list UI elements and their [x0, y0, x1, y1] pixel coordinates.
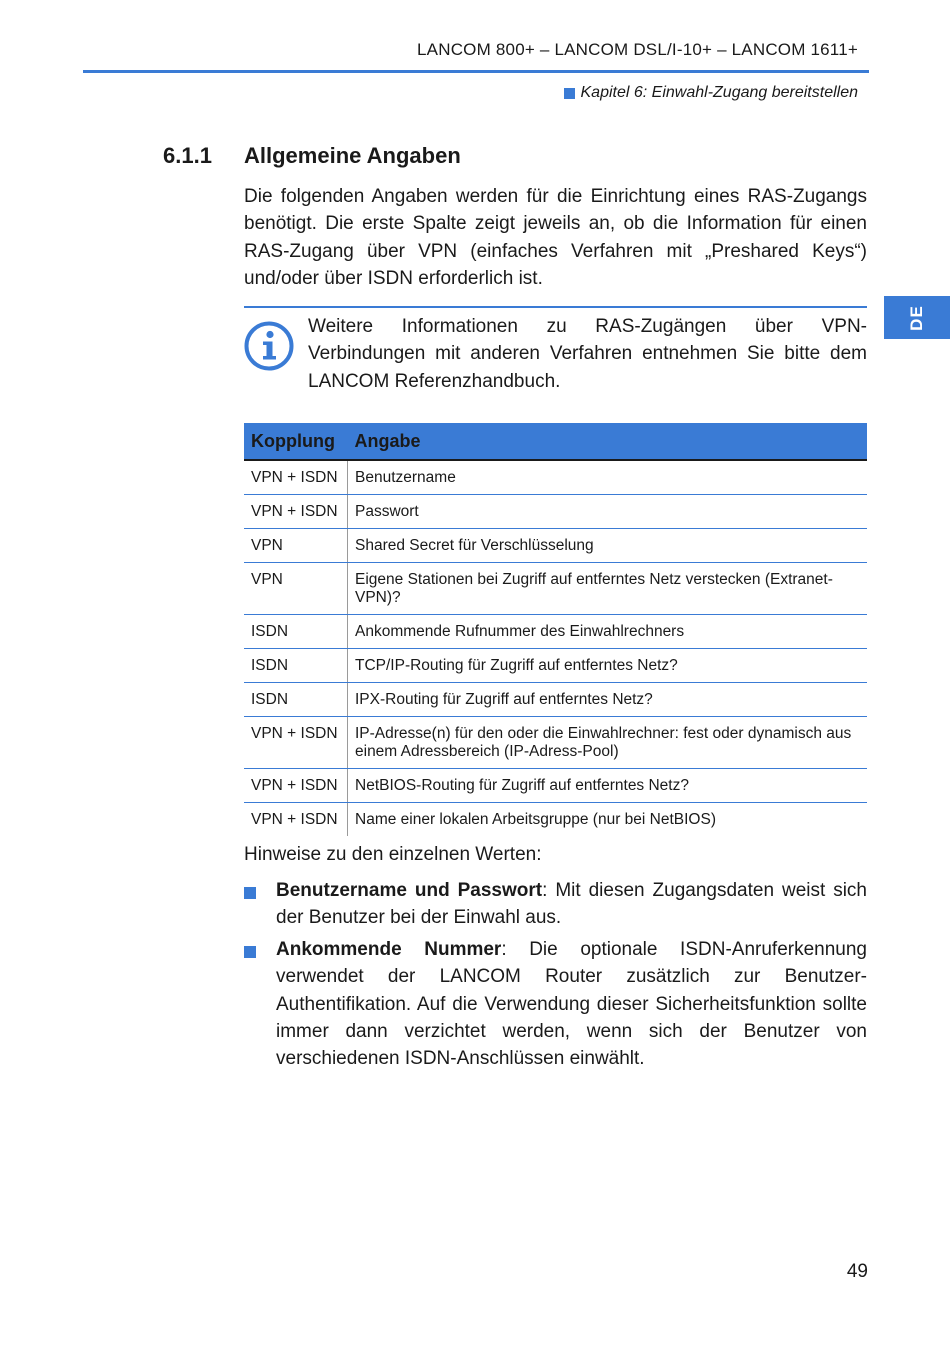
cell-angabe: Ankommende Rufnummer des Einwahlrechners: [348, 615, 868, 649]
hint-item-incoming-number: [244, 936, 867, 1072]
hint-term: Ankommende Nummer: [276, 939, 502, 960]
intro-paragraph: Die folgenden Angaben werden für die Einrichtung eines RAS-Zugangs benötigt. Die erste Spalte zeigt jeweils an, ob die Information für einen RAS-Zugang über VPN (einfaches Verfahren mit „Preshared Keys“) und/oder über ISDN erforderlich ist.: [244, 186, 867, 289]
cell-angabe: Shared Secret für Verschlüsselung: [348, 529, 868, 563]
table-row: [244, 495, 867, 529]
note-text: Weitere Informationen zu RAS-Zugängen über VPN-Verbindungen mit anderen Verfahren entnehmen Sie bitte dem LANCOM Referenzhandbuch.: [308, 316, 867, 392]
hint-text: [276, 877, 867, 932]
cell-angabe: Name einer lokalen Arbeitsgruppe (nur bei NetBIOS): [355, 811, 716, 828]
table-row: [244, 529, 867, 563]
table-row: [244, 683, 867, 717]
cell-kopplung: VPN: [244, 529, 348, 563]
square-bullet-icon: [244, 887, 256, 899]
hint-item-credentials: [244, 877, 867, 932]
table-row: [244, 649, 867, 683]
note-rule: [244, 306, 867, 308]
section-number: 6.1.1: [163, 143, 212, 168]
cell-kopplung: VPN + ISDN: [244, 717, 348, 769]
cell-kopplung: ISDN: [244, 615, 348, 649]
hint-text: [276, 936, 867, 1072]
cell-angabe: TCP/IP-Routing für Zugriff auf entferntes Netz?: [348, 649, 868, 683]
requirements-table: [244, 423, 867, 836]
table-row: [244, 615, 867, 649]
square-bullet-icon: [564, 88, 575, 99]
table-row: [244, 563, 867, 615]
language-tab: [884, 296, 950, 339]
chapter-text: Kapitel 6: Einwahl-Zugang bereitstellen: [580, 84, 858, 101]
cell-angabe: IPX-Routing für Zugriff auf entferntes Netz?: [348, 683, 868, 717]
cell-kopplung: ISDN: [244, 683, 348, 717]
cell-angabe: NetBIOS-Routing für Zugriff auf entferntes Netz?: [348, 769, 868, 803]
info-icon: [244, 321, 294, 371]
hint-term: Benutzername und Passwort: [276, 880, 543, 901]
section-title: Allgemeine Angaben: [244, 143, 461, 168]
column-header-angabe: Angabe: [348, 423, 868, 460]
header-rule: [83, 70, 869, 73]
cell-angabe: Passwort: [348, 495, 868, 529]
table-row: [244, 803, 867, 837]
cell-kopplung: VPN + ISDN: [244, 769, 348, 803]
cell-kopplung: ISDN: [244, 649, 348, 683]
cell-angabe: Benutzername: [348, 460, 868, 495]
table-header-row: [244, 423, 867, 460]
square-bullet-icon: [244, 946, 256, 958]
column-header-kopplung: Kopplung: [244, 423, 348, 460]
cell-kopplung: VPN + ISDN: [244, 803, 348, 837]
table-row: [244, 460, 867, 495]
page-number: 49: [846, 1261, 868, 1282]
running-header: LANCOM 800+ – LANCOM DSL/I-10+ – LANCOM 1611+: [417, 40, 858, 59]
table-row: [244, 717, 867, 769]
chapter-label: [564, 84, 859, 102]
cell-angabe: IP-Adresse(n) für den oder die Einwahlrechner: fest oder dynamisch aus einem Adressbereich (IP-Adress-Pool): [348, 717, 868, 769]
hint-description: : Mit diesen Zugangsdaten weist sich der Benutzer bei der Einwahl aus.: [276, 880, 867, 929]
hints-lead: Hinweise zu den einzelnen Werten:: [244, 844, 542, 865]
table-row: [244, 769, 867, 803]
cell-angabe: Eigene Stationen bei Zugriff auf entferntes Netz verstecken (Extranet-VPN)?: [348, 563, 868, 615]
hint-description: : Die optionale ISDN-Anruferkennung verwendet der LANCOM Router zusätzlich zur Benutzer-Authentifikation. Auf die Verwendung dieser Sicherheitsfunktion sollte immer dann verzichtet werden, wenn sich der Benutzer von verschiedenen ISDN-Anschlüssen einwählt.: [276, 939, 867, 1070]
language-tab-label: DE: [907, 304, 926, 331]
cell-kopplung: VPN + ISDN: [244, 495, 348, 529]
cell-kopplung: VPN: [244, 563, 348, 615]
cell-kopplung: VPN + ISDN: [244, 460, 348, 495]
